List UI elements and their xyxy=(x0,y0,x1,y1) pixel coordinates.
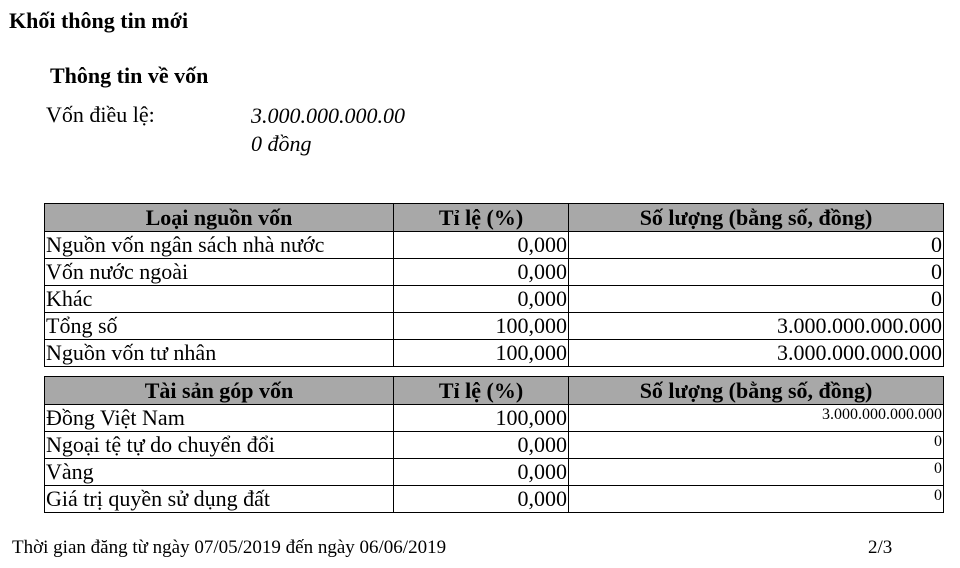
charter-capital-value-line2: 0 đồng xyxy=(251,131,312,156)
ratio: 100,000 xyxy=(394,313,569,340)
header-asset-type: Tài sản góp vốn xyxy=(45,377,394,405)
table-row xyxy=(45,405,944,432)
asset-type: Đồng Việt Nam xyxy=(45,405,394,432)
charter-capital-label: Vốn điều lệ: xyxy=(46,102,155,127)
ratio: 100,000 xyxy=(394,405,569,432)
amount: 0 xyxy=(569,459,944,486)
amount: 3.000.000.000.000 xyxy=(569,340,944,367)
ratio: 0,000 xyxy=(394,286,569,313)
asset-type: Giá trị quyền sử dụng đất xyxy=(45,486,394,513)
ratio: 0,000 xyxy=(394,486,569,513)
table-row xyxy=(45,486,944,513)
charter-capital-value-line1: 3.000.000.000.00 xyxy=(251,103,405,128)
publication-period: Thời gian đăng từ ngày 07/05/2019 đến ngày 06/06/2019 xyxy=(12,537,447,558)
header-source-type: Loại nguồn vốn xyxy=(45,204,394,232)
asset-type: Ngoại tệ tự do chuyển đổi xyxy=(45,432,394,459)
table-row xyxy=(45,340,944,367)
amount: 0 xyxy=(569,259,944,286)
header-ratio: Tỉ lệ (%) xyxy=(394,204,569,232)
table-row xyxy=(45,432,944,459)
section-title: Thông tin về vốn xyxy=(50,63,209,88)
header-ratio: Tỉ lệ (%) xyxy=(394,377,569,405)
source-type: Vốn nước ngoài xyxy=(45,259,394,286)
header-amount: Số lượng (bằng số, đồng) xyxy=(569,204,944,232)
amount: 3.000.000.000.000 xyxy=(569,405,944,432)
block-title: Khối thông tin mới xyxy=(9,8,189,33)
page-number: 2/3 xyxy=(868,537,893,558)
ratio: 0,000 xyxy=(394,259,569,286)
amount: 0 xyxy=(569,232,944,259)
amount: 0 xyxy=(569,486,944,513)
amount: 0 xyxy=(569,286,944,313)
header-amount: Số lượng (bằng số, đồng) xyxy=(569,377,944,405)
table-row xyxy=(45,232,944,259)
ratio: 0,000 xyxy=(394,432,569,459)
table-row xyxy=(45,459,944,486)
table-header-row xyxy=(45,377,944,405)
table-row xyxy=(45,313,944,340)
ratio: 0,000 xyxy=(394,459,569,486)
capital-sources-table xyxy=(44,203,944,367)
ratio: 0,000 xyxy=(394,232,569,259)
asset-type: Vàng xyxy=(45,459,394,486)
ratio: 100,000 xyxy=(394,340,569,367)
amount: 0 xyxy=(569,432,944,459)
charter-capital-value xyxy=(251,102,451,158)
table-header-row xyxy=(45,204,944,232)
source-type: Tổng số xyxy=(45,313,394,340)
table-row xyxy=(45,286,944,313)
source-type: Nguồn vốn tư nhân xyxy=(45,340,394,367)
amount: 3.000.000.000.000 xyxy=(569,313,944,340)
contributed-assets-table xyxy=(44,376,944,513)
source-type: Khác xyxy=(45,286,394,313)
table-row xyxy=(45,259,944,286)
source-type: Nguồn vốn ngân sách nhà nước xyxy=(45,232,394,259)
